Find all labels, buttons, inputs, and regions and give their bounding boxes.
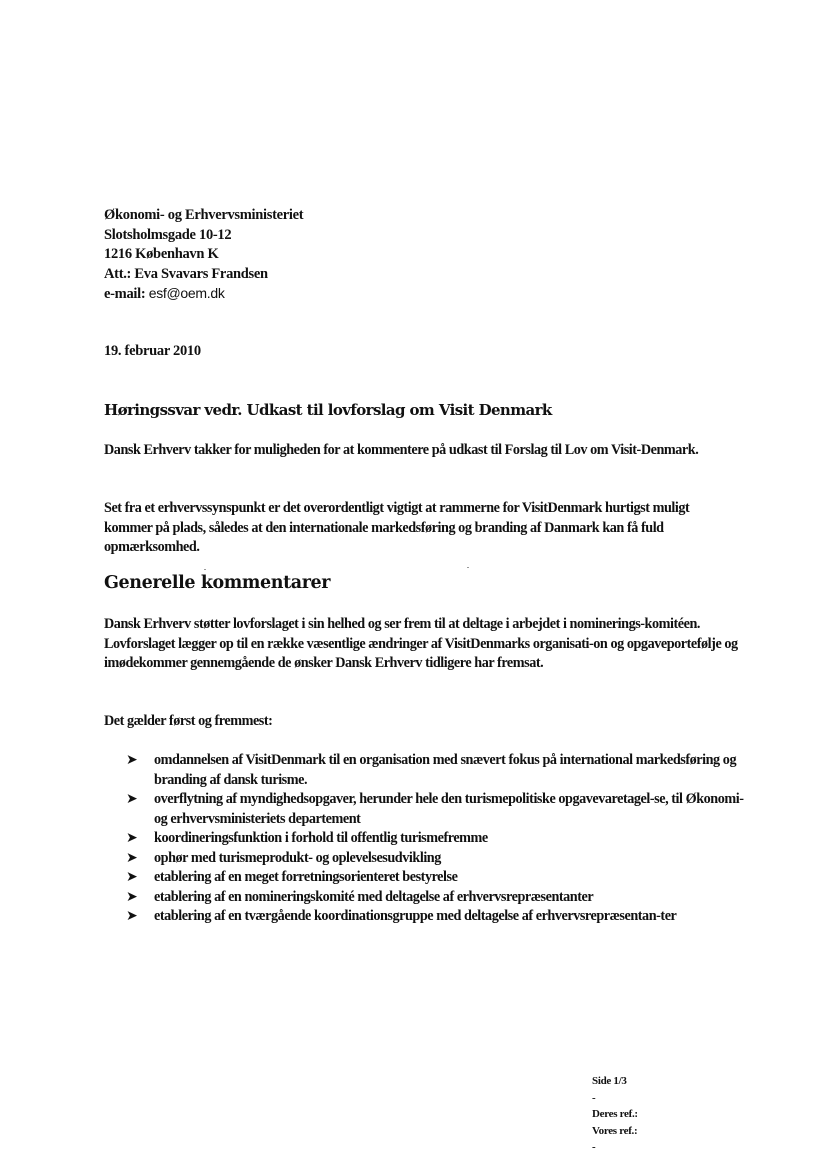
arrow-bullet-icon: ➤ [126, 752, 138, 768]
recipient-organization: Økonomi- og Erhvervsministeriet [104, 207, 304, 223]
list-item [104, 751, 744, 790]
recipient-street: Slotsholmsgade 10-12 [104, 226, 232, 243]
recipient-email-line [104, 284, 303, 305]
list-item-text: etablering af en nomineringskomité med deltagelse af erhvervsrepræsentanter [154, 888, 594, 905]
footer-dash: - [592, 1141, 596, 1153]
list-item-text: koordineringsfunktion i forhold til offentlig turismefremme [154, 830, 488, 846]
section-paragraph: Dansk Erhverv støtter lovforslaget i sin helhed og ser frem til at deltage i arbejdet i nominerings-komitéen. Lovforslaget lægger op til en række væsentlige ændringer af VisitDenmarks organisati-on og opgaveportefølje og imødekommer gennemgående de ønsker Dansk Erhverv tidligere har fremsat. [104, 616, 738, 671]
list-item-text: overflytning af myndighedsopgaver, herunder hele den turismepolitiske opgavevaretagel-se, til Økonomi- og erhvervsministeriets departement [154, 791, 744, 827]
letter-subject: Høringssvar vedr. Udkast til lovforslag om Visit Denmark [104, 401, 552, 419]
list-intro: Det gælder først og fremmest: [104, 713, 273, 729]
arrow-bullet-icon: ➤ [126, 888, 138, 905]
list-item [104, 829, 744, 849]
list-item-text: etablering af en meget forretningsorienteret bestyrelse [154, 869, 458, 885]
arrow-bullet-icon: ➤ [126, 849, 138, 866]
list-item-text: etablering af en tværgående koordinationsgruppe med deltagelse af erhvervsrepræsentan-ter [154, 908, 677, 924]
page-number: Side 1/3 [592, 1075, 627, 1087]
email-value: esf@oem.dk [148, 285, 225, 301]
scan-speck [467, 567, 469, 568]
letter-date: 19. februar 2010 [104, 343, 201, 359]
arrow-bullet-icon: ➤ [126, 908, 138, 924]
arrow-bullet-icon: ➤ [126, 869, 138, 885]
arrow-bullet-icon: ➤ [126, 791, 138, 807]
footer-dash: - [592, 1091, 596, 1104]
list-item-text: ophør med turismeprodukt- og oplevelsesudvikling [154, 849, 441, 866]
list-item [104, 790, 744, 829]
vores-ref: Vores ref.: [592, 1124, 638, 1137]
scan-speck [204, 569, 206, 570]
recipient-address [104, 206, 303, 305]
list-item [104, 868, 744, 888]
second-paragraph: Set fra et erhvervssynspunkt er det overordentligt vigtigt at rammerne for VisitDenmark hurtigst muligt kommer på plads, således at den internationale markedsføring og branding af Danmark kan få fuld opmærksomhed. [104, 500, 690, 555]
list-item [104, 849, 744, 869]
list-item-text: omdannelsen af VisitDenmark til en organisation med snævert fokus på international markedsføring og branding af dansk turisme. [154, 752, 737, 788]
intro-paragraph: Dansk Erhverv takker for muligheden for at kommentere på udkast til Forslag til Lov om Visit-Denmark. [104, 442, 699, 458]
recipient-city: 1216 København K [104, 246, 219, 262]
section-heading: Generelle kommentarer [104, 573, 331, 593]
deres-ref: Deres ref.: [592, 1108, 638, 1120]
recipient-attention: Att.: Eva Svavars Frandsen [104, 265, 268, 282]
arrow-bullet-icon: ➤ [126, 830, 138, 846]
page-footer [592, 1073, 638, 1156]
email-label: e-mail: [104, 286, 149, 302]
list-item [104, 888, 744, 908]
bullet-list [104, 751, 744, 927]
list-item [104, 907, 744, 927]
